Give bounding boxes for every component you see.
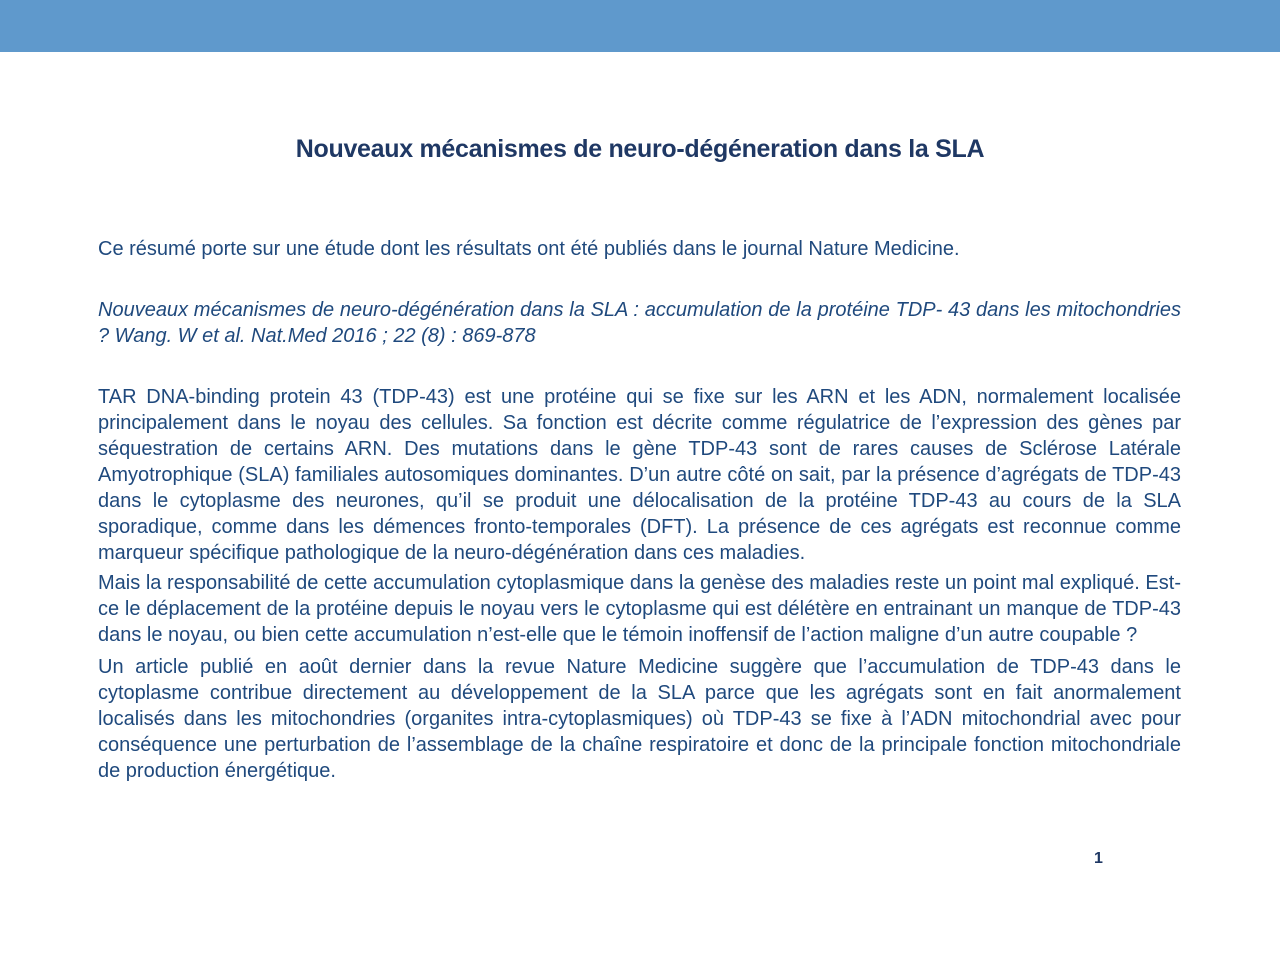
paragraph-body-1: TAR DNA-binding protein 43 (TDP-43) est une protéine qui se fixe sur les ARN et les ADN, normalement localisée principalement dans le noyau des cellules. Sa fonction est décrite comme régulatrice de l’expression des gènes par séquestration de certains ARN. Des mutations dans le gène TDP-43 sont de rares causes de Sclérose Latérale Amyotrophique (SLA) familiales autosomiques dominantes. D’un autre côté on sait, par la présence d’agrégats de TDP-43 dans le cytoplasme des neurones, qu’il se produit une délocalisation de la protéine TDP-43 au cours de la SLA sporadique, comme dans les démences fronto-temporales (DFT). La présence de ces agrégats est reconnue comme marqueur spécifique pathologique de la neuro-dégénération dans ces maladies.	[98, 386, 1181, 564]
paragraph-body-2: Mais la responsabilité de cette accumulation cytoplasmique dans la genèse des maladies reste un point mal expliqué. Est-ce le déplacement de la protéine depuis le noyau vers le cytoplasme qui est délétère en entrainant un manque de TDP-43 dans le noyau, ou bien cette accumulation n’est-elle que le témoin inoffensif de l’action maligne d’un autre coupable ?	[98, 572, 1181, 646]
top-accent-bar	[0, 0, 1280, 52]
slide-body	[98, 236, 1181, 784]
paragraph-intro: Ce résumé porte sur une étude dont les résultats ont été publiés dans le journal Nature Medicine.	[98, 238, 960, 260]
slide-title: Nouveaux mécanismes de neuro-dégéneration dans la SLA	[295, 135, 985, 163]
page-number: 1	[1094, 850, 1103, 867]
paragraph-body-3: Un article publié en août dernier dans la revue Nature Medicine suggère que l’accumulation de TDP-43 dans le cytoplasme contribue directement au développement de la SLA parce que les agrégats sont en fait anormalement localisés dans les mitochondries (organites intra-cytoplasmiques) où TDP-43 se fixe à l’ADN mitochondrial avec pour conséquence une perturbation de l’assemblage de la chaîne respiratoire et donc de la principale fonction mitochondriale de production énergétique.	[98, 656, 1181, 782]
paragraph-citation: Nouveaux mécanismes de neuro-dégénération dans la SLA : accumulation de la protéine TDP- 43 dans les mitochondries ? Wang. W et al. Nat.Med 2016 ; 22 (8) : 869-878	[98, 299, 1181, 347]
